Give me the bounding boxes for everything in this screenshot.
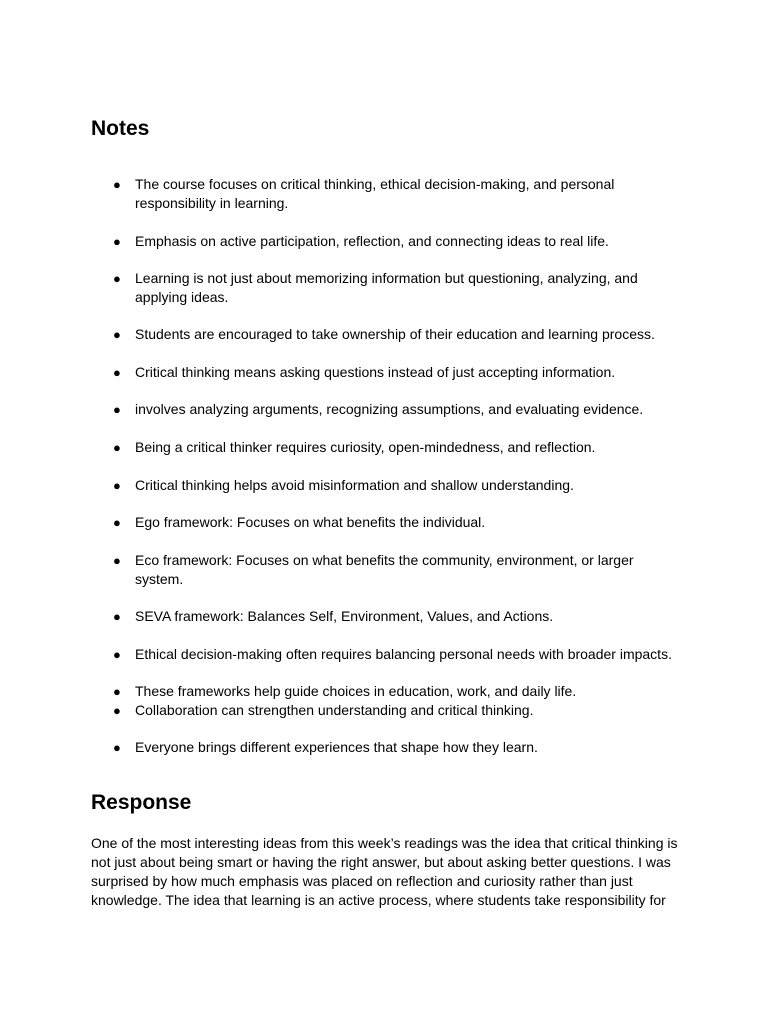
- note-text-line: applying ideas.: [135, 289, 229, 305]
- response-paragraph: [91, 834, 681, 910]
- note-text-line: responsibility in learning.: [135, 195, 289, 211]
- notes-heading: Notes: [91, 117, 150, 140]
- note-text-line: Critical thinking means asking questions instead of just accepting information.: [135, 364, 616, 380]
- bullet-icon: ●: [113, 703, 121, 718]
- note-text: [135, 701, 673, 720]
- note-text: [135, 551, 673, 589]
- bullet-icon: ●: [113, 553, 121, 568]
- note-text: [135, 738, 673, 757]
- note-text-line: Ethical decision-making often requires balancing personal needs with broader impacts.: [135, 646, 672, 662]
- response-text-line: One of the most interesting ideas from this week’s readings was the idea that critical thinking is: [91, 835, 678, 851]
- note-text-line: system.: [135, 571, 184, 587]
- bullet-icon: ●: [113, 327, 121, 342]
- note-text-line: involves analyzing arguments, recognizing assumptions, and evaluating evidence.: [135, 401, 644, 417]
- response-text-line: surprised by how much emphasis was placed on reflection and curiosity rather than just: [91, 873, 633, 889]
- note-text: [135, 175, 673, 213]
- note-text: [135, 607, 673, 626]
- bullet-icon: ●: [113, 365, 121, 380]
- note-text: [135, 682, 673, 701]
- bullet-icon: ●: [113, 271, 121, 286]
- note-text-line: Everyone brings different experiences that shape how they learn.: [135, 739, 538, 755]
- note-text: [135, 476, 673, 495]
- note-text: [135, 438, 673, 457]
- bullet-icon: ●: [113, 647, 121, 662]
- note-text: [135, 325, 673, 344]
- bullet-icon: ●: [113, 740, 121, 755]
- bullet-icon: ●: [113, 609, 121, 624]
- note-text-line: Eco framework: Focuses on what benefits the community, environment, or larger: [135, 552, 634, 568]
- note-text-line: Students are encouraged to take ownership of their education and learning process.: [135, 326, 655, 342]
- note-text: [135, 232, 673, 251]
- response-heading: Response: [91, 791, 192, 814]
- note-text: [135, 269, 673, 307]
- bullet-icon: ●: [113, 440, 121, 455]
- response-text-line: not just about being smart or having the right answer, but about asking better questions. I was: [91, 854, 671, 870]
- bullet-icon: ●: [113, 478, 121, 493]
- note-text-line: Critical thinking helps avoid misinformation and shallow understanding.: [135, 477, 574, 493]
- note-text: [135, 645, 673, 664]
- note-text-line: Collaboration can strengthen understanding and critical thinking.: [135, 702, 534, 718]
- note-text-line: SEVA framework: Balances Self, Environment, Values, and Actions.: [135, 608, 554, 624]
- note-text-line: These frameworks help guide choices in education, work, and daily life.: [135, 683, 577, 699]
- bullet-icon: ●: [113, 515, 121, 530]
- note-text-line: Learning is not just about memorizing information but questioning, analyzing, and: [135, 270, 638, 286]
- note-text: [135, 513, 673, 532]
- note-text-line: The course focuses on critical thinking, ethical decision-making, and personal: [135, 176, 615, 192]
- response-text-line: knowledge. The idea that learning is an active process, where students take responsibility for: [91, 892, 666, 908]
- note-text: [135, 363, 673, 382]
- bullet-icon: ●: [113, 234, 121, 249]
- bullet-icon: ●: [113, 684, 121, 699]
- note-text-line: Ego framework: Focuses on what benefits the individual.: [135, 514, 486, 530]
- note-text: [135, 400, 673, 419]
- note-text-line: Emphasis on active participation, reflection, and connecting ideas to real life.: [135, 233, 609, 249]
- bullet-icon: ●: [113, 402, 121, 417]
- bullet-icon: ●: [113, 177, 121, 192]
- note-text-line: Being a critical thinker requires curiosity, open-mindedness, and reflection.: [135, 439, 596, 455]
